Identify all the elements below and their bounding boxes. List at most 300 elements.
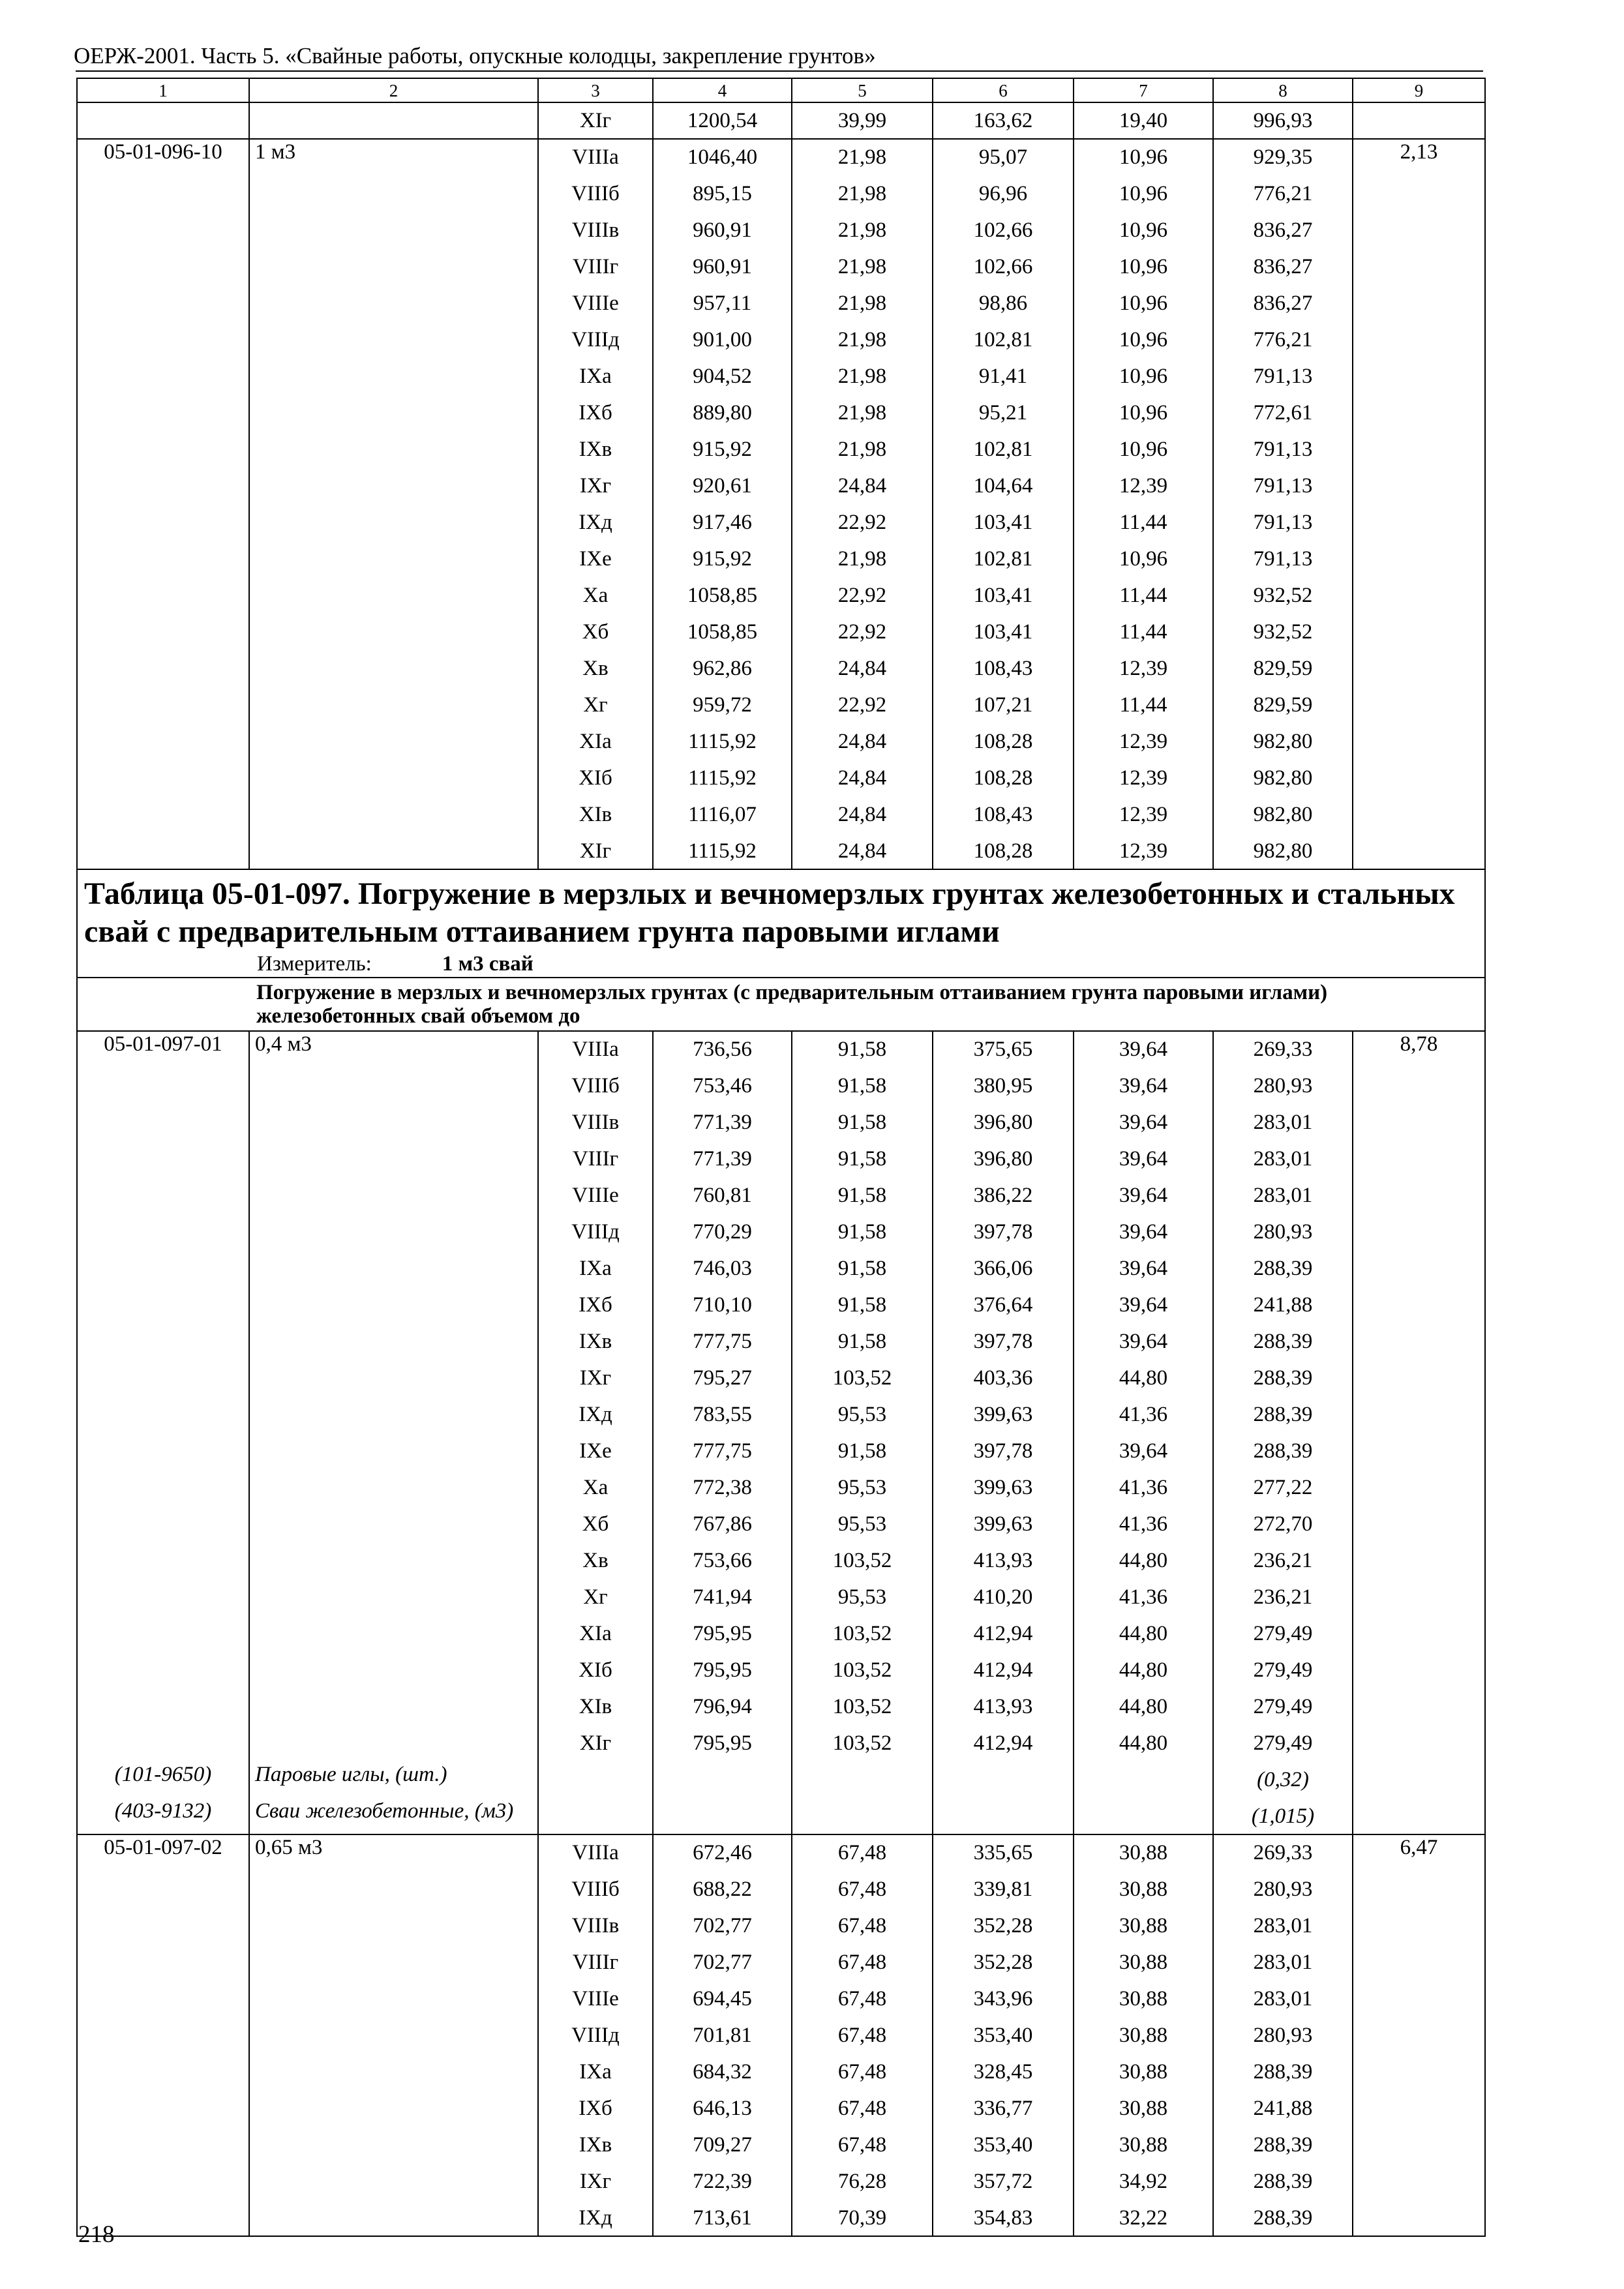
table-cell: 91,58 [792, 1104, 933, 1141]
table-cell: XIа [538, 723, 653, 760]
table-cell [1353, 1214, 1485, 1250]
table-row [77, 1287, 1485, 1323]
table-cell [77, 175, 249, 212]
table-cell: Xб [538, 1506, 653, 1542]
table-cell: IXв [538, 431, 653, 468]
table-cell: 767,86 [653, 1506, 792, 1542]
table-cell: 21,98 [792, 175, 933, 212]
table-cell: 241,88 [1213, 2090, 1353, 2127]
table-cell: 22,92 [792, 614, 933, 650]
table-cell [1353, 1323, 1485, 1360]
table-cell: IXа [538, 358, 653, 395]
table-cell [77, 687, 249, 723]
table-cell: VIIIа [538, 1834, 653, 1871]
table-cell [77, 212, 249, 248]
table-cell: 95,21 [933, 395, 1074, 431]
table-cell: 280,93 [1213, 1871, 1353, 1908]
table-cell: 95,53 [792, 1469, 933, 1506]
table-cell: 829,59 [1213, 687, 1353, 723]
table-cell [77, 504, 249, 541]
table-cell: IXб [538, 395, 653, 431]
table-cell [77, 1981, 249, 2017]
table-cell: 30,88 [1074, 1981, 1213, 2017]
table-cell: VIIIб [538, 1068, 653, 1104]
table-row [77, 1141, 1485, 1177]
table-cell [1353, 723, 1485, 760]
table-cell [249, 358, 538, 395]
table-cell: 960,91 [653, 248, 792, 285]
table-cell: 24,84 [792, 468, 933, 504]
table-cell: IXд [538, 1396, 653, 1433]
table-cell: 30,88 [1074, 2017, 1213, 2054]
table-row [77, 1542, 1485, 1579]
table-cell: 96,96 [933, 175, 1074, 212]
table-cell [1353, 687, 1485, 723]
table-cell: 354,83 [933, 2200, 1074, 2236]
table-cell: IXг [538, 468, 653, 504]
table-row [77, 1652, 1485, 1688]
material-value: (0,32) [1213, 1761, 1353, 1798]
table-title-cell [77, 869, 1485, 978]
table-cell [1353, 1615, 1485, 1652]
table-cell: 67,48 [792, 2054, 933, 2090]
table-cell: 24,84 [792, 796, 933, 833]
table-cell: 67,48 [792, 1944, 933, 1981]
table-row [77, 650, 1485, 687]
table-cell [249, 1725, 538, 1761]
table-cell: 412,94 [933, 1615, 1074, 1652]
material-code: (403-9132) [77, 1798, 249, 1834]
table-cell [1353, 1506, 1485, 1542]
table-cell: 269,33 [1213, 1834, 1353, 1871]
table-cell: 103,52 [792, 1652, 933, 1688]
table-row [77, 1469, 1485, 1506]
table-cell [1353, 212, 1485, 248]
table-cell [249, 1068, 538, 1104]
table-cell: 288,39 [1213, 2054, 1353, 2090]
table-row [77, 723, 1485, 760]
table-cell: 103,52 [792, 1542, 933, 1579]
table-cell [1353, 2054, 1485, 2090]
table-cell: 982,80 [1213, 833, 1353, 869]
table-cell: 688,22 [653, 1871, 792, 1908]
table-cell: 22,92 [792, 687, 933, 723]
table-cell: 39,64 [1074, 1104, 1213, 1141]
table-cell: 12,39 [1074, 723, 1213, 760]
table-cell [77, 2090, 249, 2127]
table-row [77, 285, 1485, 322]
table-cell: 783,55 [653, 1396, 792, 1433]
column-number: 4 [653, 78, 792, 102]
table-row [77, 2017, 1485, 2054]
table-cell: 339,81 [933, 1871, 1074, 1908]
table-cell [249, 1506, 538, 1542]
table-cell: 269,33 [1213, 1031, 1353, 1068]
table-cell [249, 1615, 538, 1652]
item-col9: 8,78 [1353, 1031, 1485, 1068]
table-cell [249, 1652, 538, 1688]
table-cell: XIв [538, 1688, 653, 1725]
table-row [77, 796, 1485, 833]
table-cell [1353, 468, 1485, 504]
table-cell: 12,39 [1074, 468, 1213, 504]
table-cell: 684,32 [653, 2054, 792, 2090]
table-cell [77, 468, 249, 504]
table-cell: 736,56 [653, 1031, 792, 1068]
table-cell [77, 760, 249, 796]
table-cell: 1115,92 [653, 760, 792, 796]
table-cell [653, 1761, 792, 1798]
table-cell [249, 175, 538, 212]
table-cell [77, 1360, 249, 1396]
table-cell [1353, 1871, 1485, 1908]
table-cell: 30,88 [1074, 1944, 1213, 1981]
table-cell: 280,93 [1213, 2017, 1353, 2054]
table-cell [1353, 1360, 1485, 1396]
table-cell: IXа [538, 1250, 653, 1287]
table-cell [249, 2200, 538, 2236]
table-cell: 777,75 [653, 1323, 792, 1360]
table-cell: 753,46 [653, 1068, 792, 1104]
table-cell [249, 1396, 538, 1433]
table-cell [1353, 322, 1485, 358]
table-cell: 67,48 [792, 2127, 933, 2163]
table-cell: 102,81 [933, 322, 1074, 358]
table-cell: VIIIе [538, 1177, 653, 1214]
table-cell: Xв [538, 1542, 653, 1579]
table-cell [77, 650, 249, 687]
table-cell [1353, 2163, 1485, 2200]
table-cell [933, 1761, 1074, 1798]
table-cell: VIIIе [538, 285, 653, 322]
table-cell: IXд [538, 504, 653, 541]
table-cell: 95,53 [792, 1579, 933, 1615]
table-row [77, 1250, 1485, 1287]
table-cell: 12,39 [1074, 833, 1213, 869]
table-cell: 915,92 [653, 431, 792, 468]
table-cell: 795,27 [653, 1360, 792, 1396]
table-cell: 701,81 [653, 2017, 792, 2054]
material-row [77, 1761, 1485, 1798]
table-cell [249, 1469, 538, 1506]
table-cell [1353, 650, 1485, 687]
measure-unit: 1 м3 свай [442, 952, 534, 976]
table-cell: XIг [538, 102, 653, 139]
table-cell: 280,93 [1213, 1214, 1353, 1250]
table-cell [792, 1798, 933, 1834]
table-cell: 70,39 [792, 2200, 933, 2236]
table-cell [77, 1688, 249, 1725]
table-cell: 10,96 [1074, 431, 1213, 468]
table-cell: 12,39 [1074, 796, 1213, 833]
table-cell [933, 1798, 1074, 1834]
table-row [77, 322, 1485, 358]
table-cell: 795,95 [653, 1725, 792, 1761]
table-cell: Xв [538, 650, 653, 687]
table-cell [249, 760, 538, 796]
table-cell: 10,96 [1074, 175, 1213, 212]
table-cell: 39,99 [792, 102, 933, 139]
table-cell: 288,39 [1213, 1323, 1353, 1360]
table-cell: IXб [538, 1287, 653, 1323]
table-cell: 288,39 [1213, 2163, 1353, 2200]
table-cell: IXд [538, 2200, 653, 2236]
table-cell: 91,58 [792, 1250, 933, 1287]
table-cell: 95,07 [933, 139, 1074, 175]
table-cell: 280,93 [1213, 1068, 1353, 1104]
table-cell: 791,13 [1213, 468, 1353, 504]
table-cell [249, 1981, 538, 2017]
table-cell: 713,61 [653, 2200, 792, 2236]
table-cell: 397,78 [933, 1214, 1074, 1250]
table-body [77, 78, 1485, 2236]
table-cell [249, 2163, 538, 2200]
header-rule [76, 70, 1483, 72]
table-row [77, 1360, 1485, 1396]
table-cell: VIIIв [538, 1908, 653, 1944]
table-cell [1353, 1104, 1485, 1141]
item-code: 05-01-097-01 [77, 1031, 249, 1068]
table-cell [538, 1761, 653, 1798]
table-cell [1074, 1798, 1213, 1834]
table-cell: 39,64 [1074, 1068, 1213, 1104]
table-row [77, 1068, 1485, 1104]
table-cell: 10,96 [1074, 358, 1213, 395]
table-cell: 741,94 [653, 1579, 792, 1615]
table-cell: 960,91 [653, 212, 792, 248]
table-cell: 21,98 [792, 358, 933, 395]
table-cell [1353, 2127, 1485, 2163]
table-cell: 236,21 [1213, 1542, 1353, 1579]
table-cell: 1115,92 [653, 833, 792, 869]
table-cell: 959,72 [653, 687, 792, 723]
table-cell: Xа [538, 1469, 653, 1506]
table-cell: 771,39 [653, 1104, 792, 1141]
table-cell [77, 1250, 249, 1287]
table-cell: 21,98 [792, 431, 933, 468]
table-cell [1353, 1287, 1485, 1323]
table-cell: 396,80 [933, 1104, 1074, 1141]
table-cell: 791,13 [1213, 504, 1353, 541]
table-cell [77, 723, 249, 760]
table-cell: 67,48 [792, 2017, 933, 2054]
table-cell: 410,20 [933, 1579, 1074, 1615]
table-cell: 44,80 [1074, 1725, 1213, 1761]
table-cell: IXе [538, 541, 653, 577]
table-cell [1353, 1688, 1485, 1725]
table-cell: 10,96 [1074, 541, 1213, 577]
table-cell [1353, 1981, 1485, 2017]
table-cell: IXе [538, 1433, 653, 1469]
column-number: 2 [249, 78, 538, 102]
table-cell: 30,88 [1074, 2127, 1213, 2163]
table-row [77, 2090, 1485, 2127]
table-cell [77, 577, 249, 614]
table-cell [249, 1542, 538, 1579]
table-cell [249, 541, 538, 577]
table-cell: 39,64 [1074, 1141, 1213, 1177]
table-cell [1353, 1725, 1485, 1761]
table-cell: Xг [538, 687, 653, 723]
table-row [77, 358, 1485, 395]
table-cell [77, 1323, 249, 1360]
table-cell: 30,88 [1074, 2054, 1213, 2090]
table-row [77, 1615, 1485, 1652]
table-cell: Xб [538, 614, 653, 650]
table-cell [249, 2090, 538, 2127]
table-cell: 10,96 [1074, 395, 1213, 431]
table-cell [249, 248, 538, 285]
table-row [77, 541, 1485, 577]
table-cell: 39,64 [1074, 1287, 1213, 1323]
item-code [77, 102, 249, 139]
table-cell [1353, 760, 1485, 796]
table-cell: 366,06 [933, 1250, 1074, 1287]
table-cell [249, 2017, 538, 2054]
table-row [77, 1579, 1485, 1615]
table-cell: 91,58 [792, 1323, 933, 1360]
table-cell: 30,88 [1074, 2090, 1213, 2127]
table-cell: Xа [538, 577, 653, 614]
measure-line [84, 951, 1478, 977]
table-cell: 283,01 [1213, 1177, 1353, 1214]
table-cell [1353, 833, 1485, 869]
table-cell [249, 1287, 538, 1323]
table-cell: 91,58 [792, 1031, 933, 1068]
table-cell: 102,66 [933, 212, 1074, 248]
table-cell [249, 212, 538, 248]
table-cell: 67,48 [792, 1908, 933, 1944]
table-cell [249, 650, 538, 687]
table-cell: 279,49 [1213, 1688, 1353, 1725]
table-cell: 1046,40 [653, 139, 792, 175]
column-number: 9 [1353, 78, 1485, 102]
table-cell: 710,10 [653, 1287, 792, 1323]
table-cell: 412,94 [933, 1725, 1074, 1761]
table-row [77, 2054, 1485, 2090]
table-title: Таблица 05-01-097. Погружение в мерзлых и вечномерзлых грунтах железобетонных и стальных свай с предварительным оттаиванием грунта паровыми иглами [84, 876, 1455, 949]
table-cell: 272,70 [1213, 1506, 1353, 1542]
table-cell: 932,52 [1213, 614, 1353, 650]
table-cell [1074, 1761, 1213, 1798]
table-cell: 277,22 [1213, 1469, 1353, 1506]
table-row [77, 833, 1485, 869]
table-cell: 30,88 [1074, 1871, 1213, 1908]
table-cell: 11,44 [1074, 577, 1213, 614]
table-cell [792, 1761, 933, 1798]
table-cell: 397,78 [933, 1433, 1074, 1469]
table-cell: 982,80 [1213, 796, 1353, 833]
table-cell: 772,61 [1213, 395, 1353, 431]
rates-table [76, 78, 1486, 2237]
table-cell: 283,01 [1213, 1104, 1353, 1141]
table-row [77, 2200, 1485, 2236]
table-cell: 1200,54 [653, 102, 792, 139]
table-cell: 795,95 [653, 1652, 792, 1688]
column-number: 3 [538, 78, 653, 102]
table-cell: 30,88 [1074, 1908, 1213, 1944]
table-cell: 288,39 [1213, 2127, 1353, 2163]
table-cell [249, 1871, 538, 1908]
table-cell: 21,98 [792, 395, 933, 431]
table-cell [77, 1871, 249, 1908]
table-row [77, 1725, 1485, 1761]
table-cell: 1058,85 [653, 577, 792, 614]
table-cell: VIIIб [538, 175, 653, 212]
table-cell: VIIIд [538, 2017, 653, 2054]
table-cell [77, 322, 249, 358]
table-cell: VIIIв [538, 212, 653, 248]
table-cell: 957,11 [653, 285, 792, 322]
column-number: 5 [792, 78, 933, 102]
table-cell: 895,15 [653, 175, 792, 212]
table-cell [249, 1104, 538, 1141]
table-row [77, 577, 1485, 614]
table-cell [77, 1579, 249, 1615]
table-cell [1353, 1798, 1485, 1834]
table-cell: 753,66 [653, 1542, 792, 1579]
table-cell [1353, 1944, 1485, 1981]
table-cell: 403,36 [933, 1360, 1074, 1396]
table-cell: 19,40 [1074, 102, 1213, 139]
table-cell: VIIIг [538, 1141, 653, 1177]
table-cell: 108,28 [933, 723, 1074, 760]
table-cell [249, 322, 538, 358]
table-cell: 791,13 [1213, 541, 1353, 577]
table-cell: 91,58 [792, 1068, 933, 1104]
table-cell: VIIIе [538, 1981, 653, 2017]
table-cell [77, 358, 249, 395]
table-cell: IXг [538, 1360, 653, 1396]
table-cell: 929,35 [1213, 139, 1353, 175]
table-row [77, 1688, 1485, 1725]
table-cell [77, 1542, 249, 1579]
item-code: 05-01-096-10 [77, 139, 249, 175]
table-cell: 962,86 [653, 650, 792, 687]
table-cell: 95,53 [792, 1506, 933, 1542]
table-cell [1353, 358, 1485, 395]
table-cell [249, 1579, 538, 1615]
table-cell: 22,92 [792, 504, 933, 541]
table-row [77, 1908, 1485, 1944]
table-cell: 288,39 [1213, 2200, 1353, 2236]
table-cell [249, 1177, 538, 1214]
table-cell [1353, 1579, 1485, 1615]
table-cell [249, 285, 538, 322]
item-col9: 6,47 [1353, 1834, 1485, 1871]
table-cell: 24,84 [792, 833, 933, 869]
table-cell: 21,98 [792, 248, 933, 285]
table-cell: 10,96 [1074, 322, 1213, 358]
table-cell: 1116,07 [653, 796, 792, 833]
table-cell: 44,80 [1074, 1360, 1213, 1396]
table-cell: 67,48 [792, 1981, 933, 2017]
table-cell: 343,96 [933, 1981, 1074, 2017]
table-cell [77, 614, 249, 650]
table-cell [249, 577, 538, 614]
table-row [77, 1031, 1485, 1068]
table-row [77, 1214, 1485, 1250]
table-cell [77, 2163, 249, 2200]
table-cell [77, 1725, 249, 1761]
table-cell: 103,52 [792, 1360, 933, 1396]
column-number: 8 [1213, 78, 1353, 102]
table-row [77, 1177, 1485, 1214]
table-cell: 1115,92 [653, 723, 792, 760]
table-cell [1353, 796, 1485, 833]
table-cell: 836,27 [1213, 248, 1353, 285]
table-cell: 76,28 [792, 2163, 933, 2200]
